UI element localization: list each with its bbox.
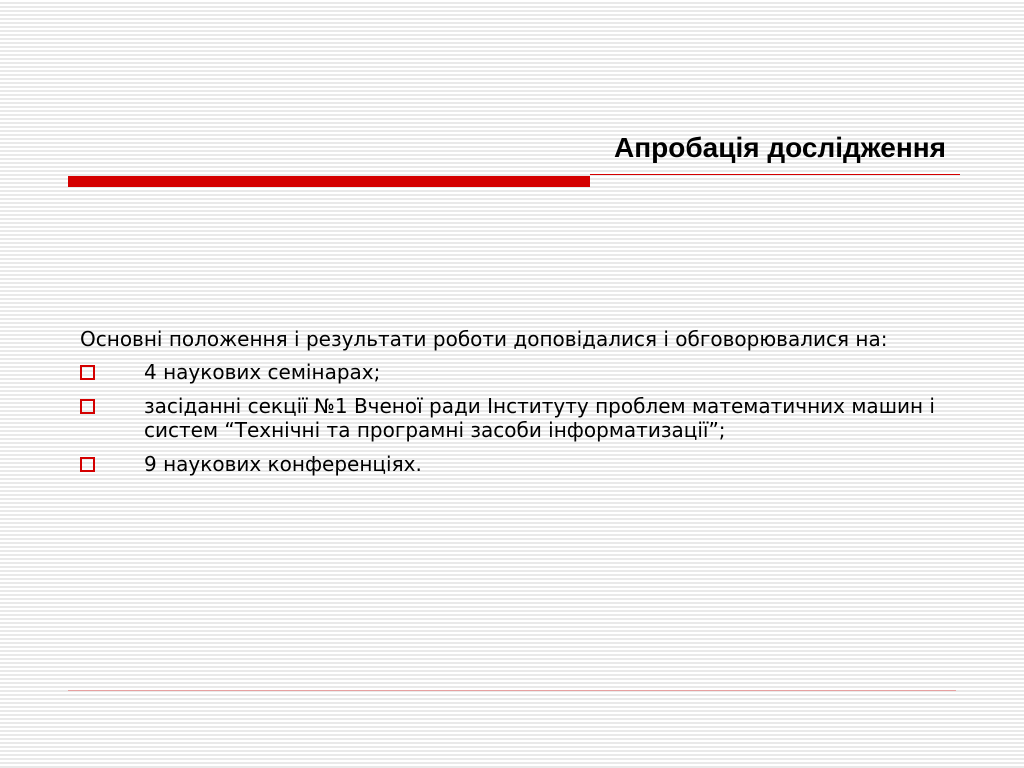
bullet-text: засіданні секції №1 Вченої ради Інституту проблем математичних машин і систем “Технічні та програмні засоби інформатизації”; — [144, 394, 935, 442]
intro-paragraph: Основні положення і результати роботи доповідалися і обговорювалися на: — [80, 327, 888, 351]
hollow-square-bullet-icon — [80, 457, 95, 472]
title-underline-thick — [68, 176, 590, 187]
bullet-list — [80, 360, 960, 476]
footer-divider — [68, 690, 956, 691]
bullet-item-conferences — [80, 452, 960, 476]
hollow-square-bullet-icon — [80, 365, 95, 380]
title-underline-thin — [590, 174, 960, 175]
bullet-item-council-section — [80, 394, 960, 442]
hollow-square-bullet-icon — [80, 399, 95, 414]
bullet-text: 4 наукових семінарах; — [144, 360, 381, 384]
slide-body — [80, 322, 960, 486]
bullet-item-seminars — [80, 360, 960, 384]
slide-title: Апробація дослідження — [614, 132, 946, 163]
bullet-text: 9 наукових конференціях. — [144, 452, 422, 476]
